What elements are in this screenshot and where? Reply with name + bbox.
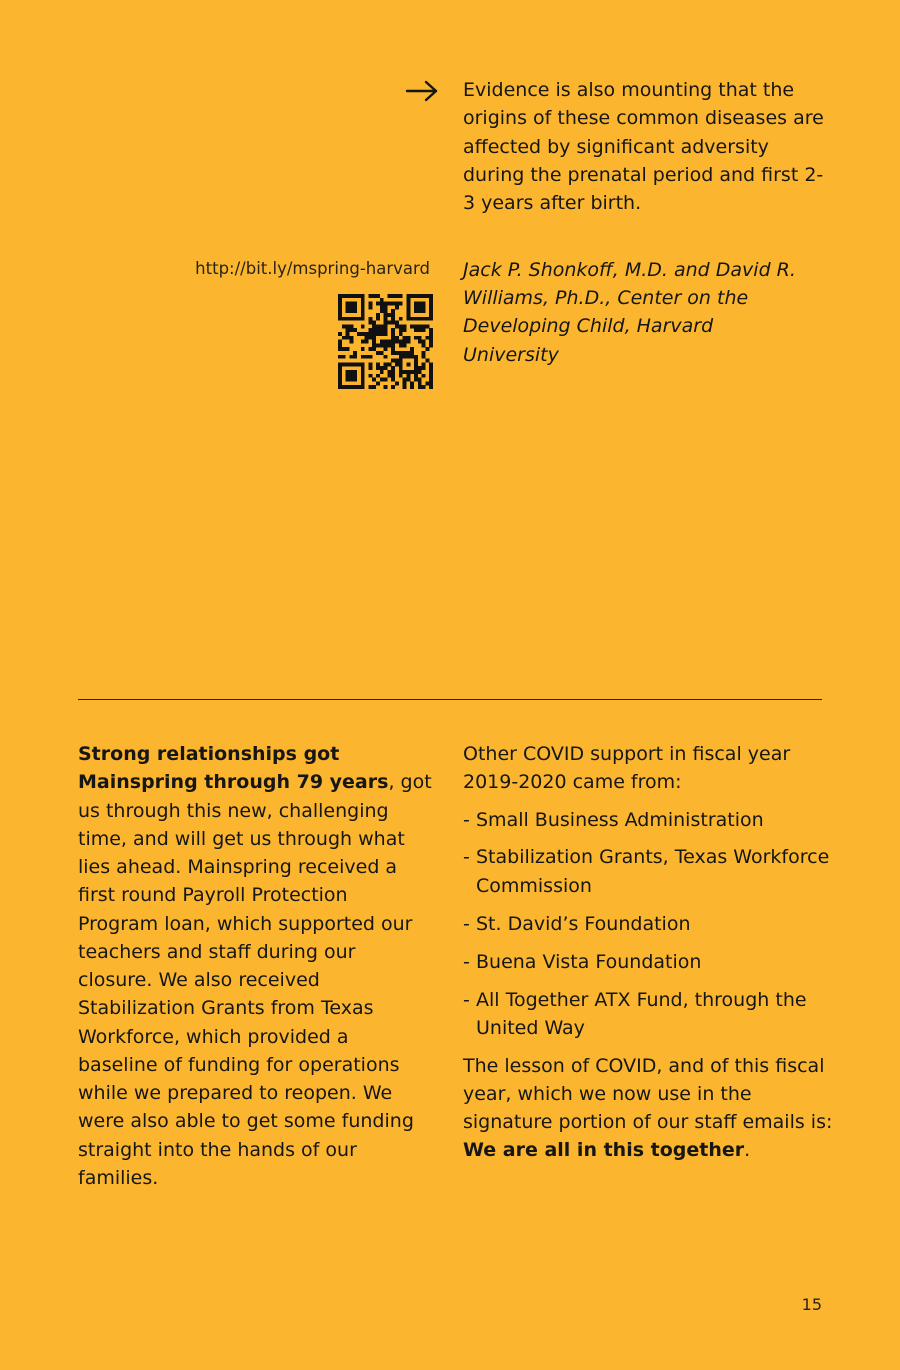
list-item: - All Together ATX Fund, through the United Way — [463, 988, 807, 1039]
qr-code[interactable] — [338, 294, 433, 389]
list-item: - Buena Vista Foundation — [463, 950, 702, 973]
right-arrow-icon — [404, 76, 440, 106]
relationships-lead: Strong relationships got Mainspring through 79 years — [78, 743, 389, 794]
covid-support-list — [463, 806, 838, 1043]
source-url[interactable]: http://bit.ly/mspring-harvard — [195, 259, 430, 278]
pull-quote: Evidence is also mounting that the origins of these common diseases are affected by significant adversity during the prenatal period and first 2-3 years after birth. — [463, 79, 824, 215]
list-item: - St. David’s Foundation — [463, 912, 691, 935]
section-divider — [78, 699, 822, 700]
relationships-body: , got us through this new, challenging time, and will get us through what lies ahead. Mainspring received a first round Payroll Protection Program loan, which supported our teachers and staff during our closure. We also received Stabilization Grants from Texas Workforce, which provided a baseline of funding for operations while we prepared to reopen. We were also able to get some funding straight into the hands of our families. — [78, 771, 432, 1189]
covid-lesson-paragraph: The lesson of COVID, and of this fiscal year, which we now use in the signature portion of our staff emails is: We are all in this together. — [463, 1054, 833, 1162]
quote-attribution: Jack P. Shonkoff, M.D. and David R. Williams, Ph.D., Center on the Developing Child, Harvard University — [463, 259, 796, 366]
page-number: 15 — [801, 1295, 822, 1314]
covid-support-column — [463, 740, 838, 1165]
covid-support-intro: Other COVID support in fiscal year 2019-2020 came from: — [463, 743, 791, 794]
lesson-motto: We are all in this together — [463, 1139, 745, 1162]
list-item: - Small Business Administration — [463, 808, 764, 831]
list-item: - Stabilization Grants, Texas Workforce Commission — [463, 846, 830, 897]
relationships-paragraph — [78, 740, 433, 1192]
